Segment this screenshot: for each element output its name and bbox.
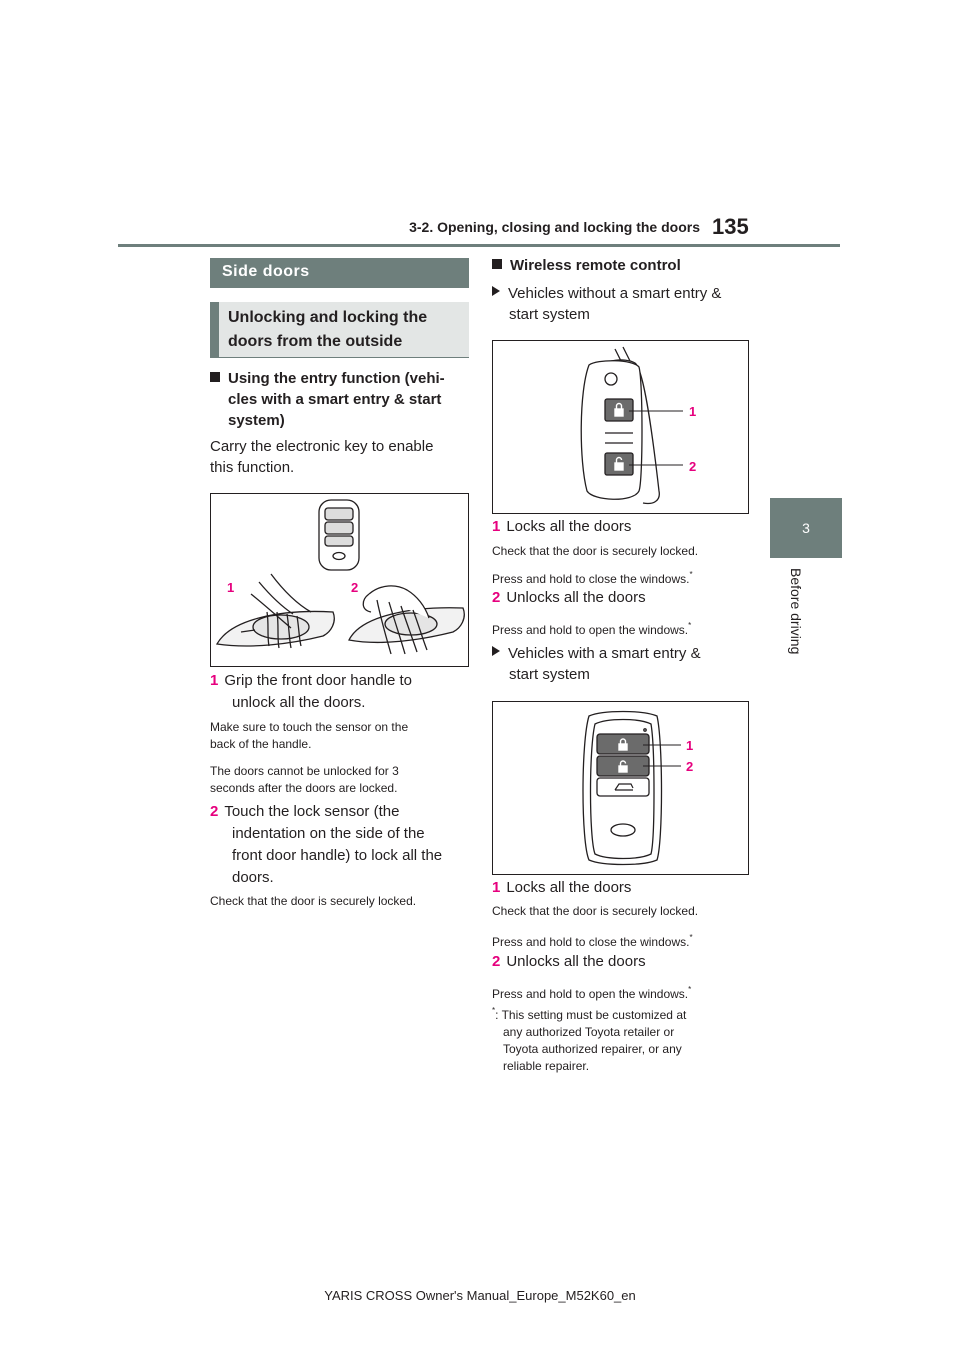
callout-1: 1 (686, 738, 694, 753)
flip-key-illustration (493, 341, 748, 513)
flip-note-3: Press and hold to open the windows.* (492, 621, 692, 637)
square-bullet-icon (492, 259, 502, 269)
note-check-locked: Check that the door is securely locked. (210, 894, 417, 908)
entry-function-heading: Using the entry function (vehi- cles with a smart entry & start system) (210, 368, 472, 431)
smart-step-1: 1 Locks all the doors (492, 879, 632, 896)
flip-step-1: 1 Locks all the doors (492, 518, 632, 535)
subsection-title: Unlocking and locking the doors from the outside (210, 302, 469, 358)
smart-note-3: Press and hold to open the windows.* (492, 985, 692, 1001)
callout-2: 2 (351, 580, 359, 595)
page-footer: YARIS CROSS Owner's Manual_Europe_M52K60_en (324, 1288, 636, 1303)
page-number: 135 (712, 214, 749, 239)
smart-key-icon (583, 712, 662, 865)
step-1: 1 Grip the front door handle to unlock all the doors. (210, 672, 412, 711)
chapter-tab-number: 3 (802, 520, 810, 536)
door-handle-figure (210, 493, 469, 667)
section-title: Side doors (210, 258, 469, 288)
flip-key-icon (581, 347, 659, 504)
footnote: *: This setting must be customized at any authorized Toyota retailer or Toyota authorized repairer, or any reliable repairer. (492, 1006, 687, 1073)
smart-key-icon (319, 500, 359, 570)
door-handle-left-icon (217, 574, 334, 648)
variant-with-smart-entry: Vehicles with a smart entry & start system (492, 643, 701, 685)
smart-key-illustration (493, 702, 748, 874)
variant-without-smart-entry: Vehicles without a smart entry & start system (492, 283, 721, 325)
callout-2: 2 (686, 759, 694, 774)
flip-note-1: Check that the door is securely locked. (492, 544, 699, 558)
callout-1: 1 (689, 404, 697, 419)
smart-key-figure (492, 701, 749, 875)
chapter-tab-label: Before driving (788, 568, 804, 655)
entry-function-text: Carry the electronic key to enable this function. (210, 438, 434, 476)
step-2: 2 Touch the lock sensor (the indentation on the side of the front door handle) to lock all the doors. (210, 803, 443, 886)
callout-1: 1 (227, 580, 235, 595)
smart-note-1: Check that the door is securely locked. (492, 904, 699, 918)
running-header: 3-2. Opening, closing and locking the doors (409, 219, 700, 235)
smart-note-2: Press and hold to close the windows.* (492, 933, 693, 949)
flip-note-2: Press and hold to close the windows.* (492, 570, 693, 586)
square-bullet-icon (210, 372, 220, 382)
door-handle-right-icon (349, 586, 464, 654)
triangle-bullet-icon (492, 286, 500, 296)
header-rule (118, 244, 840, 247)
note-lock-delay: The doors cannot be unlocked for 3 seconds after the doors are locked. (210, 764, 399, 795)
triangle-bullet-icon (492, 646, 500, 656)
smart-step-2: 2 Unlocks all the doors (492, 953, 646, 970)
remote-heading: Wireless remote control (492, 255, 681, 276)
note-sensor: Make sure to touch the sensor on the back of the handle. (210, 720, 409, 751)
door-handle-illustration (211, 494, 468, 666)
flip-key-figure (492, 340, 749, 514)
callout-2: 2 (689, 459, 697, 474)
flip-step-2: 2 Unlocks all the doors (492, 589, 646, 606)
